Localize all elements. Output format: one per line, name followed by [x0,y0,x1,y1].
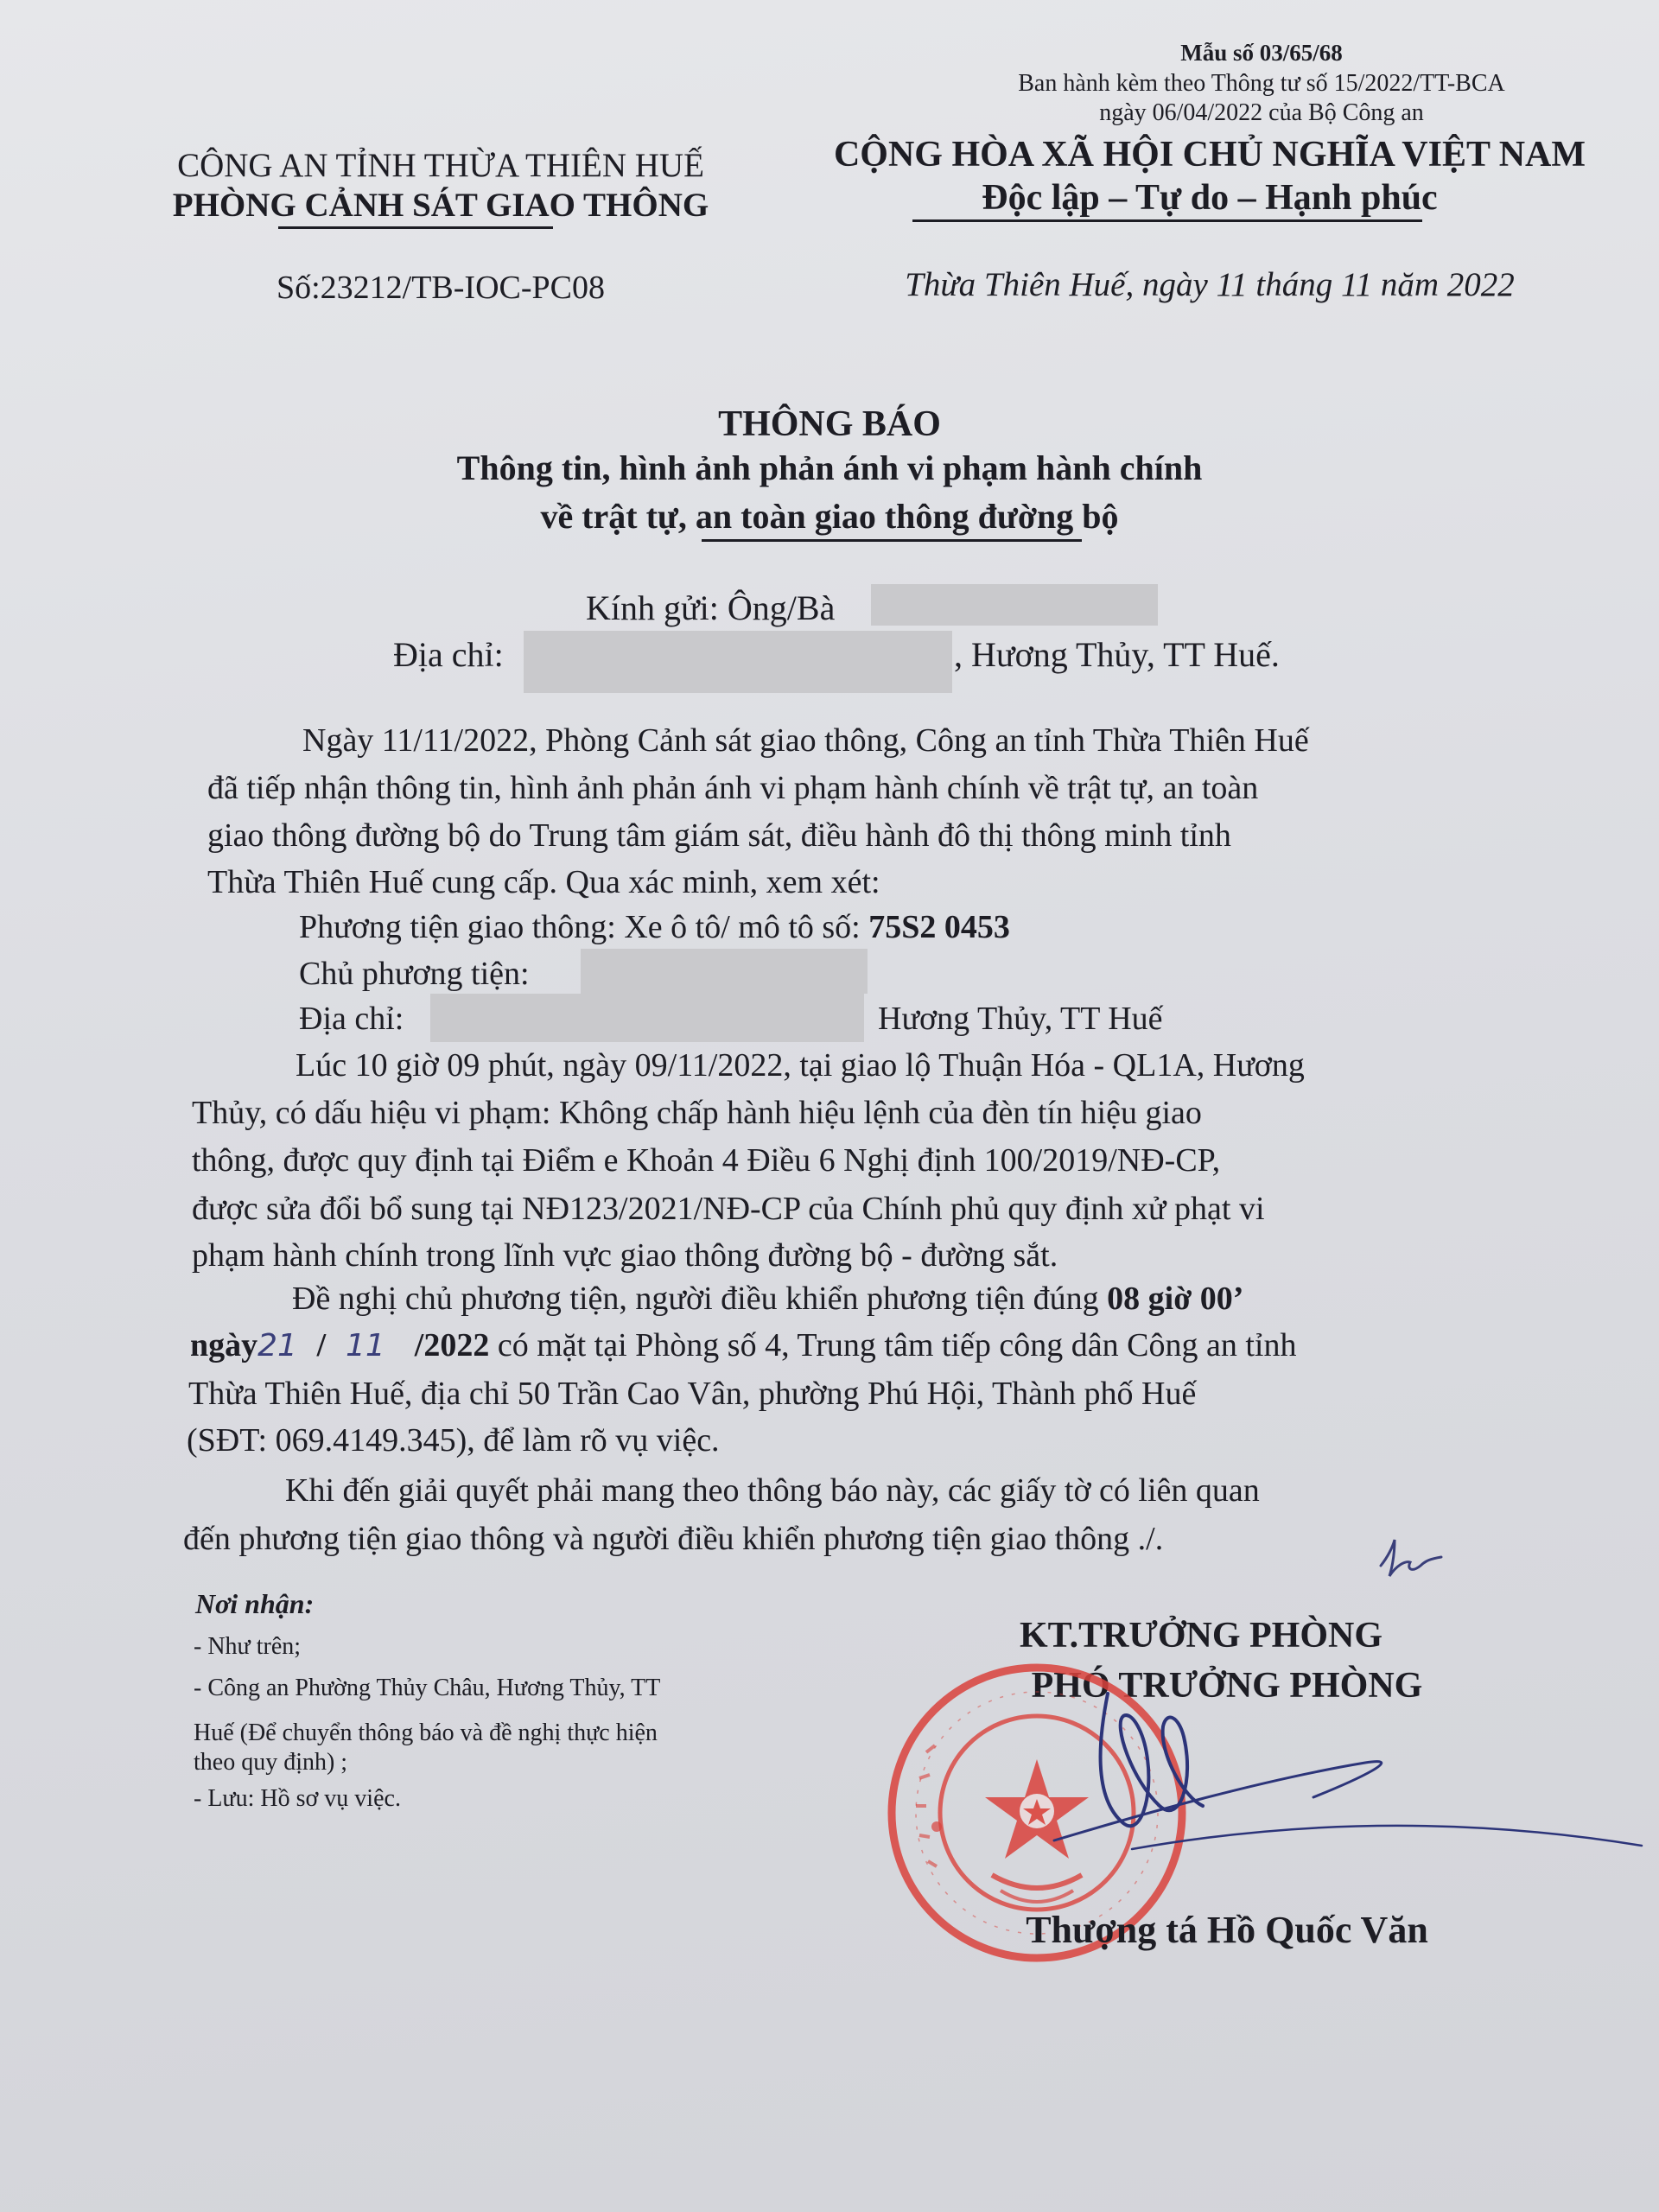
redacted-recipient-address [524,631,952,693]
appointment-line3: Thừa Thiên Huế, địa chỉ 50 Trần Cao Vân, phường Phú Hội, Thành phố Huế [188,1376,1197,1412]
vehicle-plate: 75S2 0453 [868,909,1010,945]
recipient-greeting: Kính gửi: Ông/Bà [586,588,836,627]
recipient-address-suffix: , Hương Thủy, TT Huế. [954,635,1280,674]
body-paragraph1-line3: giao thông đường bộ do Trung tâm giám sát, điều hành đô thị thông minh tỉnh [207,817,1231,854]
closing-line2: đến phương tiện giao thông và người điều khiển phương tiện giao thông ./. [183,1521,1164,1557]
document-number: Số:23212/TB-IOC-PC08 [276,270,606,306]
handwritten-month: 11 [345,1328,385,1363]
appointment-request: Đề nghị chủ phương tiện, người điều khiển phương tiện đúng [292,1281,1099,1317]
handwritten-day: 21 [257,1328,297,1363]
appointment-line4: (SĐT: 069.4149.345), để làm rõ vụ việc. [187,1422,720,1459]
redacted-recipient-name [871,584,1158,626]
appointment-line2 [190,1329,1296,1362]
document-subtitle-line2: về trật tự, an toàn giao thông đường bộ [540,497,1119,536]
recipient-address-label: Địa chỉ: [393,635,504,674]
owner-address-suffix: Hương Thủy, TT Huế [878,1001,1163,1037]
body-paragraph2-line3: thông, được quy định tại Điểm e Khoản 4 Điều 6 Nghị định 100/2019/NĐ-CP, [192,1142,1221,1179]
agency-underline [278,226,553,229]
appointment-day-label: ngày [190,1327,258,1363]
body-paragraph1-line4: Thừa Thiên Huế cung cấp. Qua xác minh, xem xét: [207,864,880,900]
appointment-year: /2022 [414,1327,490,1363]
recipients-item3: - Lưu: Hồ sơ vụ việc. [194,1785,401,1812]
appointment-location: có mặt tại Phòng số 4, Trung tâm tiếp công dân Công an tỉnh [497,1327,1297,1363]
motto-underline [912,219,1422,222]
redacted-owner-name [581,949,868,994]
initials-mark [1376,1531,1450,1583]
signature-title-line1: KT.TRƯỞNG PHÒNG [1020,1616,1382,1656]
recipients-heading: Nơi nhận: [195,1588,315,1619]
form-issued-date: ngày 06/04/2022 của Bộ Công an [1099,99,1424,126]
body-paragraph1-line2: đã tiếp nhận thông tin, hình ảnh phản ánh vi phạm hành chính về trật tự, an toàn [207,770,1259,806]
appointment-line1 [292,1282,1243,1315]
body-paragraph2-line1: Lúc 10 giờ 09 phút, ngày 09/11/2022, tại giao lộ Thuận Hóa - QL1A, Hương [296,1047,1305,1084]
form-issued-by: Ban hành kèm theo Thông tư số 15/2022/TT-BCA [1018,70,1505,97]
vehicle-label: Phương tiện giao thông: Xe ô tô/ mô tô số: [299,909,861,945]
document-title: THÔNG BÁO [718,404,941,444]
body-paragraph2-line2: Thủy, có dấu hiệu vi phạm: Không chấp hành hiệu lệnh của đèn tín hiệu giao [192,1095,1202,1131]
body-paragraph2-line4: được sửa đổi bổ sung tại NĐ123/2021/NĐ-CP của Chính phủ quy định xử phạt vi [192,1191,1265,1227]
recipients-item2-line3: theo quy định) ; [194,1749,348,1776]
agency-name: CÔNG AN TỈNH THỪA THIÊN HUẾ [177,147,704,184]
recipients-item1: - Như trên; [194,1633,302,1660]
signer-name: Thượng tá Hồ Quốc Văn [1026,1909,1428,1951]
closing-line1: Khi đến giải quyết phải mang theo thông báo này, các giấy tờ có liên quan [285,1472,1260,1509]
place-and-date: Thừa Thiên Huế, ngày 11 tháng 11 năm 2022 [905,266,1515,303]
form-code: Mẫu số 03/65/68 [1180,40,1343,66]
department-name: PHÒNG CẢNH SÁT GIAO THÔNG [172,187,709,224]
redacted-owner-address [430,994,864,1042]
appointment-time: 08 giờ 00’ [1107,1281,1244,1317]
owner-address-label: Địa chỉ: [299,1001,404,1037]
recipients-item2-line2: Huế (Để chuyển thông báo và đề nghị thực hiện [194,1719,658,1746]
title-underline [702,539,1082,542]
body-paragraph2-line5: phạm hành chính trong lĩnh vực giao thông đường bộ - đường sắt. [192,1237,1058,1274]
date-separator: / [316,1327,327,1363]
signature-title-line2: PHÓ TRƯỞNG PHÒNG [1031,1666,1423,1706]
body-paragraph1-line1: Ngày 11/11/2022, Phòng Cảnh sát giao thông, Công an tỉnh Thừa Thiên Huế [302,722,1309,759]
nation-motto: Độc lập – Tự do – Hạnh phúc [982,178,1438,218]
vehicle-line [299,911,1010,944]
handwritten-signature [1002,1676,1659,1901]
document-subtitle-line1: Thông tin, hình ảnh phản ánh vi phạm hành chính [456,448,1203,487]
nation-name: CỘNG HÒA XÃ HỘI CHỦ NGHĨA VIỆT NAM [833,135,1586,175]
owner-label: Chủ phương tiện: [299,956,530,992]
recipients-item2-line1: - Công an Phường Thủy Châu, Hương Thủy, TT [194,1675,661,1701]
